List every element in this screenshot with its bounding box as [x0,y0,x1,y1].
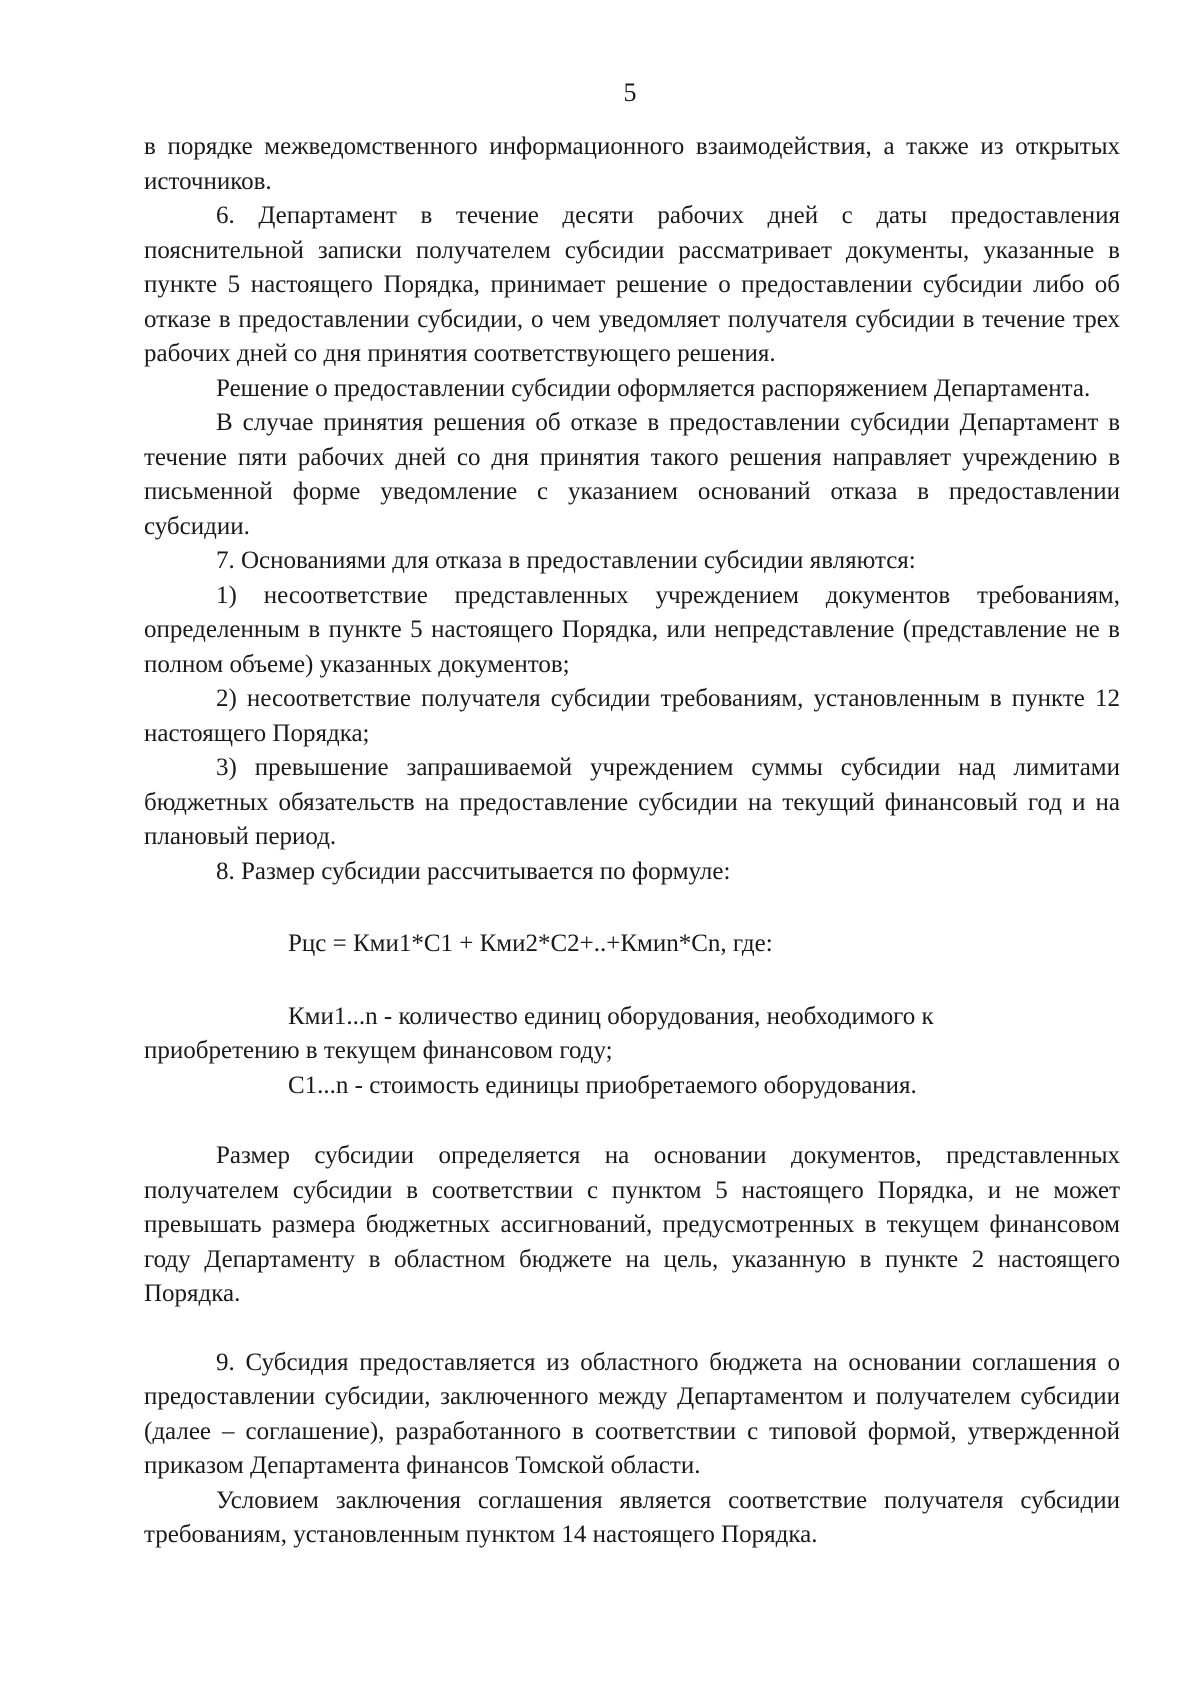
paragraph-item-7: 7. Основаниями для отказа в предоставлении субсидии являются: [216,547,916,574]
paragraph-item-8: 8. Размер субсидии рассчитывается по формуле: [216,857,731,885]
definition-kmi-line-2: приобретению в текущем финансовом году; [144,1037,613,1064]
definition-kmi-line-1: Кми1...n - количество единиц оборудования, необходимого к [288,1002,934,1030]
formula-block [144,927,1120,962]
paragraph-refusal-notice: В случае принятия решения об отказе в предоставлении субсидии Департамент в течение пяти рабочих дней со дня принятия такого решения направляет учреждению в письменной форме уведомление с указанием оснований отказа в предоставлении субсидии. [144,409,1120,540]
paragraph-subsidy-size: Размер субсидии определяется на основании документов, представленных получателем субсидии в соответствии с пунктом 5 настоящего Порядка, и не может превышать размера бюджетных ассигнований, предусмотренных в текущем финансовом году Департаменту в областном бюджете на цель, указанную в пункте 2 настоящего Порядка. [144,1142,1120,1307]
paragraph-item-6: 6. Департамент в течение десяти рабочих дней с даты предоставления пояснительной записки получателем субсидии рассматривает документы, указанные в пункте 5 настоящего Порядка, принимает решение о предоставлении субсидии либо об отказе в предоставлении субсидии, о чем уведомляет получателя субсидии в течение трех рабочих дней со дня принятия соответствующего решения. [144,202,1120,367]
paragraph-decision-form: Решение о предоставлении субсидии оформляется распоряжением Департамента. [216,374,1091,402]
formula: Рцс = Кми1*С1 + Кми2*С2+..+Кмиn*Сn, где: [288,930,773,957]
paragraph-item-7-3: 3) превышение запрашиваемой учреждением суммы субсидии над лимитами бюджетных обязательств на предоставление субсидии на текущий финансовый год и на плановый период. [144,754,1120,850]
document-body [144,130,1120,1553]
paragraph-continuation: в порядке межведомственного информационного взаимодействия, а также из открытых источников. [144,133,1120,195]
paragraph-item-7-1: 1) несоответствие представленных учреждением документов требованиям, определенным в пункте 5 настоящего Порядка, или непредставление (представление не в полном объеме) указанных документов; [144,581,1120,678]
paragraph-item-9: 9. Субсидия предоставляется из областного бюджета на основании соглашения о предоставлении субсидии, заключенного между Департаментом и получателем субсидии (далее – соглашение), разработанного в соответствии с типовой формой, утвержденной приказом Департамента финансов Томской области. [144,1348,1120,1479]
definition-c: С1...n - стоимость единицы приобретаемого оборудования. [288,1071,917,1099]
paragraph-agreement-condition: Условием заключения соглашения является соответствие получателя субсидии требованиям, установленным пунктом 14 настоящего Порядка. [144,1486,1120,1548]
page-number: 5 [623,78,637,107]
paragraph-item-7-2: 2) несоответствие получателя субсидии требованиям, установленным в пункте 12 настоящего Порядка; [144,685,1120,747]
